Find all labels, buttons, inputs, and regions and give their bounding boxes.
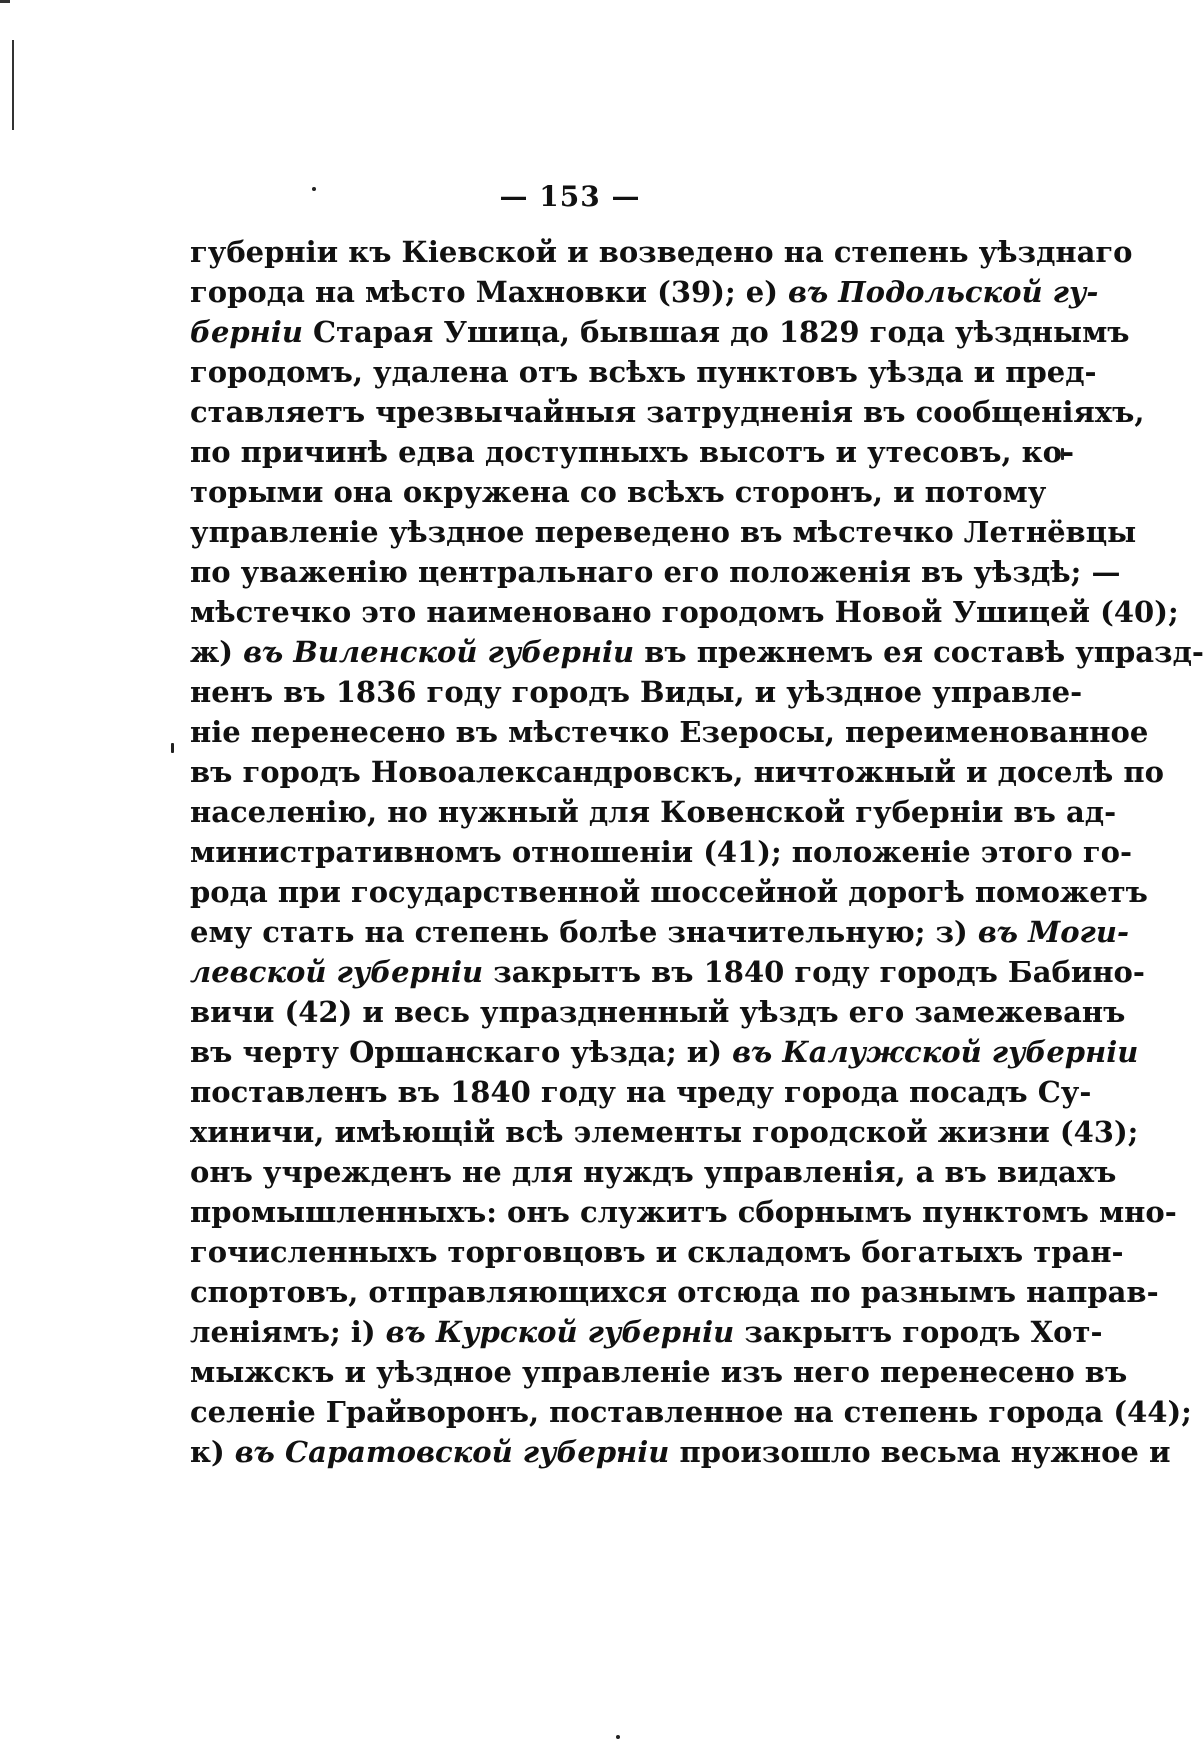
italic-run: берніи [190, 315, 303, 349]
text-run: гочисленныхъ торговцовъ и складомъ богатыхъ тран- [190, 1235, 1124, 1269]
text-line [190, 872, 1148, 912]
text-line [190, 512, 1137, 552]
text-line [190, 1352, 1128, 1392]
italic-run: левской губерніи [190, 955, 484, 989]
page-number: — 153 — [499, 180, 641, 213]
text-run: по причинѣ едва доступныхъ высотъ и утесовъ, ко- [190, 435, 1074, 469]
italic-run: въ Саратовской губерніи [234, 1435, 670, 1469]
text-run: ему стать на степень болѣе значительную; з) [190, 915, 978, 949]
text-line [190, 832, 1133, 872]
text-line [190, 272, 1099, 312]
text-run: леніямъ; і) [190, 1315, 386, 1349]
text-line [190, 392, 1145, 432]
text-run: онъ учрежденъ не для нуждъ управленія, а въ видахъ [190, 1155, 1117, 1189]
text-run: закрытъ въ 1840 году городъ Бабино- [483, 955, 1145, 989]
text-line [190, 752, 1164, 792]
italic-run: въ Моги- [977, 915, 1129, 949]
text-line [190, 1152, 1117, 1192]
text-run: населенію, но нужный для Ковенской губерніи въ ад- [190, 795, 1117, 829]
text-run: селеніе Грайворонъ, поставленное на степень города (44); [190, 1395, 1192, 1429]
text-line [190, 1432, 1171, 1472]
text-run: вичи (42) и весь упраздненный уѣздъ его замежеванъ [190, 995, 1126, 1029]
text-line [190, 952, 1145, 992]
italic-run: въ Подольской гу- [788, 275, 1099, 309]
text-run: ніе перенесено въ мѣстечко Езеросы, переименованное [190, 715, 1149, 749]
text-line [190, 1112, 1139, 1152]
text-line [190, 352, 1097, 392]
text-line [190, 1032, 1139, 1072]
text-line [190, 312, 1130, 352]
text-line [190, 1192, 1177, 1232]
text-run: Старая Ушица, бывшая до 1829 года уѣзднымъ [302, 315, 1130, 349]
text-run: к) [190, 1435, 235, 1469]
text-line [190, 1232, 1124, 1272]
scan-speck [171, 743, 174, 753]
text-run: по уваженію центральнаго его положенія въ уѣздѣ; — [190, 555, 1121, 589]
text-run: промышленныхъ: онъ служитъ сборнымъ пунктомъ мно- [190, 1195, 1177, 1229]
text-run: министративномъ отношеніи (41); положеніе этого го- [190, 835, 1133, 869]
text-line [190, 912, 1129, 952]
text-line [190, 1312, 1103, 1352]
text-run: ж) [190, 635, 244, 669]
italic-run: въ Курской губерніи [385, 1315, 735, 1349]
text-line [190, 232, 1133, 272]
text-run: хиничи, имѣющій всѣ элементы городской жизни (43); [190, 1115, 1139, 1149]
text-run: въ прежнемъ ея составѣ упразд- [634, 635, 1204, 669]
text-run: губерніи къ Кіевской и возведено на степень уѣзднаго [190, 235, 1133, 269]
text-run: закрытъ городъ Хот- [734, 1315, 1103, 1349]
text-line [190, 992, 1126, 1032]
text-line [190, 592, 1179, 632]
text-line [190, 712, 1149, 752]
text-line [190, 472, 1047, 512]
text-run: мѣстечко это наименовано городомъ Новой Ушицей (40); [190, 595, 1179, 629]
text-run: мыжскъ и уѣздное управленіе изъ него перенесено въ [190, 1355, 1128, 1389]
text-run: произошло весьма нужное и [669, 1435, 1171, 1469]
text-run: рода при государственной шоссейной дорогѣ поможетъ [190, 875, 1148, 909]
text-line [190, 1272, 1159, 1312]
text-run: въ черту Оршанскаго уѣзда; и) [190, 1035, 733, 1069]
left-edge-mark [12, 40, 14, 130]
text-line [190, 552, 1121, 592]
text-run: поставленъ въ 1840 году на чреду города посадъ Су- [190, 1075, 1092, 1109]
text-line [190, 1392, 1192, 1432]
text-run: торыми она окружена со всѣхъ сторонъ, и потому [190, 475, 1047, 509]
text-run: городомъ, удалена отъ всѣхъ пунктовъ уѣзда и пред- [190, 355, 1097, 389]
italic-run: въ Калужской губерніи [732, 1035, 1139, 1069]
text-line [190, 632, 1204, 672]
text-run: управленіе уѣздное переведено въ мѣстечко Летнёвцы [190, 515, 1137, 549]
body-text [190, 232, 1204, 1472]
text-run: ненъ въ 1836 году городъ Виды, и уѣздное управле- [190, 675, 1083, 709]
scan-speck [616, 1735, 620, 1739]
text-run: въ городъ Новоалександровскъ, ничтожный и доселѣ по [190, 755, 1164, 789]
text-run: спортовъ, отправляющихся отсюда по разнымъ направ- [190, 1275, 1159, 1309]
italic-run: въ Виленской губерніи [243, 635, 635, 669]
text-line [190, 1072, 1092, 1112]
text-line [190, 672, 1083, 712]
text-line [190, 432, 1074, 472]
text-run: города на мѣсто Махновки (39); е) [190, 275, 789, 309]
text-line [190, 792, 1117, 832]
top-left-corner-mark [0, 0, 10, 3]
text-run: ставляетъ чрезвычайныя затрудненія въ сообщеніяхъ, [190, 395, 1145, 429]
